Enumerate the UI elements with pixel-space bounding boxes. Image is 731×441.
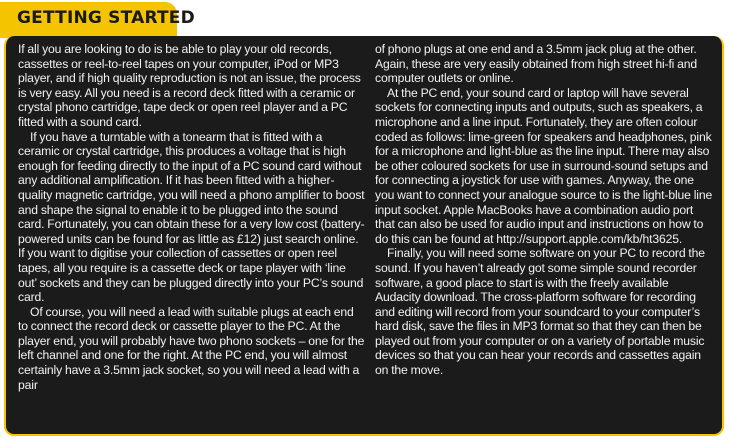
paragraph: of phono plugs at one end and a 3.5mm jack plug at the other. Again, these are very easily obtained from high street hi-fi and computer outlets or online.: [375, 42, 698, 86]
paragraph: Of course, you will need a lead with suitable plugs at each end to connect the record deck or cassette player to the PC. At the player end, you will probably have two phono sockets – one for the left channel and one for the right. At the PC end, you will almost certainly have a 3.5mm jack socket, so you will need a lead with a pair: [18, 304, 365, 392]
paragraph: If all you are looking to do is be able to play your old records, cassettes or reel-to-reel tapes on your computer, iPod or MP3 player, and if high quality reproduction is not an issue, the process is very easy. All you need is a record deck fitted with a ceramic or crystal phono cartridge, tape deck or open reel player and a PC fitted with a sound card.: [18, 42, 361, 129]
section-tab: [0, 2, 195, 38]
article-column-left: [18, 42, 366, 392]
section-title: GETTING STARTED: [17, 8, 195, 28]
paragraph: Finally, you will need some software on your PC to record the sound. If you haven’t already got some simple sound recorder software, a good place to start is with the freely available Audacity download. The cross-platform software for recording and editing will record from your soundcard to your computer’s hard disk, save the files in MP3 format so that they can then be played out from your computer or on a variety of portable music devices so that you can hear your records and cassettes again on the move.: [375, 246, 705, 378]
article-panel: [4, 36, 724, 436]
article-column-right: [375, 42, 715, 378]
paragraph: If you have a turntable with a tonearm that is fitted with a ceramic or crystal cartridge, this produces a voltage that is high enough for feeding directly to the input of a PC sound card without any additional amplification. If it has been fitted with a higher-quality magnetic cartridge, you will need a phono amplifier to boost and shape the signal to enable it to be plugged into the sound card. Fortunately, you can obtain these for a very low cost (battery-powered units can be found for as little as £12) just search online. If you want to digitise your collection of cassettes or open reel tapes, all you require is a cassette deck or tape player with ‘line out’ sockets and they can be plugged directly into your PC’s sound card.: [18, 129, 365, 305]
paragraph: At the PC end, your sound card or laptop will have several sockets for connecting inputs and outputs, such as speakers, a microphone and a line input. Fortunately, they are often colour coded as follows: lime-green for speakers and headphones, pink for a microphone and light-blue as the line input. There may also be other coloured sockets for use in surround-sound setups and for connecting a joystick for use with games. Anyway, the one you want to connect your analogue source to is the light-blue line input socket. Apple MacBooks have a combination audio port that can also be used for audio input and instructions on how to do this can be found at http://support.apple.com/kb/ht3625.: [375, 85, 713, 246]
